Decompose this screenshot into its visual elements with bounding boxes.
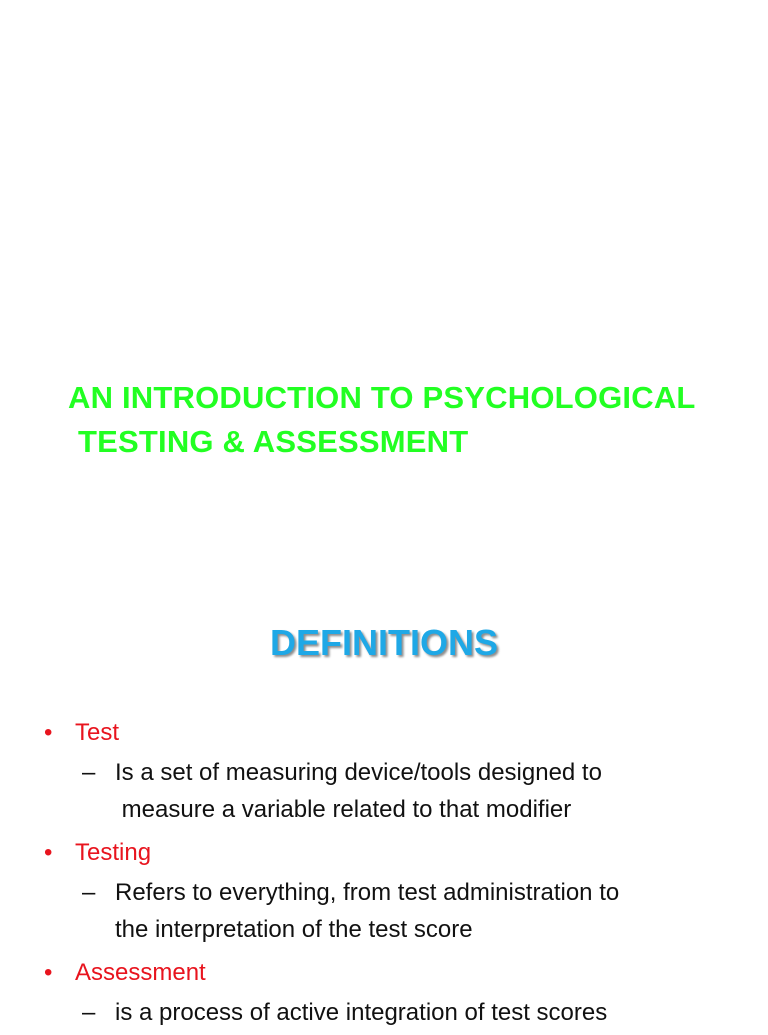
dash-icon: – xyxy=(82,879,96,906)
definition-item-test xyxy=(44,712,754,828)
description-line-1: Is a set of measuring device/tools designed to xyxy=(115,759,602,786)
term-label: Assessment xyxy=(75,959,206,986)
description-line-2: the interpretation of the test score xyxy=(115,916,473,943)
definition-item-assessment xyxy=(44,952,754,1031)
bullet-icon: • xyxy=(44,959,53,986)
definition-item-testing xyxy=(44,832,754,948)
slide-title xyxy=(68,376,758,464)
bullet-icon: • xyxy=(44,719,53,746)
term-label: Test xyxy=(75,719,120,746)
dash-icon: – xyxy=(82,999,96,1026)
definitions-list xyxy=(44,712,754,1035)
dash-icon: – xyxy=(82,759,96,786)
term-row xyxy=(44,952,754,994)
term-description xyxy=(44,754,754,828)
term-description xyxy=(44,994,754,1031)
term-label: Testing xyxy=(75,839,152,866)
term-row xyxy=(44,832,754,874)
slide-title-line-2: TESTING & ASSESSMENT xyxy=(78,424,469,459)
description-line-1: Refers to everything, from test administration to xyxy=(115,879,620,906)
term-row xyxy=(44,712,754,754)
bullet-icon: • xyxy=(44,839,53,866)
description-line-2: measure a variable related to that modifier xyxy=(115,796,572,823)
term-description xyxy=(44,874,754,948)
definitions-heading: DEFINITIONS xyxy=(269,622,498,663)
description-line-1: is a process of active integration of test scores xyxy=(115,999,608,1026)
slide-title-line-1: AN INTRODUCTION TO PSYCHOLOGICAL xyxy=(68,380,696,415)
